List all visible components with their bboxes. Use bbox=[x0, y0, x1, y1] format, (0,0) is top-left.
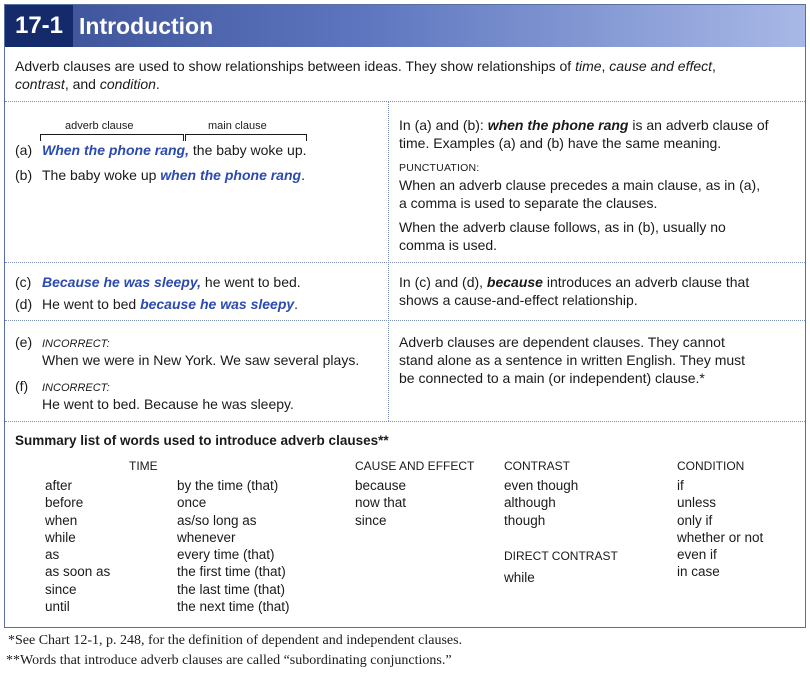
list-item: whenever bbox=[177, 529, 236, 545]
note-e-f-line2: stand alone as a sentence in written English. They must bbox=[399, 352, 746, 368]
cause-effect-list bbox=[355, 477, 406, 529]
note-e-f: Adverb clauses are dependent clauses. They cannot bbox=[399, 334, 725, 350]
chart-header bbox=[5, 5, 805, 47]
list-item: only if bbox=[677, 512, 713, 528]
list-item: although bbox=[504, 495, 556, 511]
contrast-heading: CONTRAST bbox=[504, 459, 570, 473]
time-list-1 bbox=[45, 477, 110, 615]
note-a-b-line2: time. Examples (a) and (b) have the same meaning. bbox=[399, 135, 722, 151]
list-item: as bbox=[45, 547, 60, 563]
adverb-clause-label: adverb clause bbox=[65, 120, 134, 132]
footnote-2: **Words that introduce adverb clauses are called “subordinating conjunctions.” bbox=[6, 653, 452, 668]
example-c: Because he was sleepy, he went to bed. bbox=[42, 274, 301, 290]
list-item: in case bbox=[677, 564, 720, 580]
time-list-2 bbox=[177, 477, 290, 615]
punctuation-rule-1-line2: a comma is used to separate the clauses. bbox=[399, 195, 658, 211]
list-item: while bbox=[45, 529, 76, 545]
example-marker: (f) bbox=[15, 378, 29, 394]
footnote-1: *See Chart 12-1, p. 248, for the definition of dependent and independent clauses. bbox=[8, 633, 463, 648]
list-item: if bbox=[677, 478, 684, 493]
example-b: The baby woke up when the phone rang. bbox=[42, 167, 305, 183]
contrast-list bbox=[504, 477, 578, 529]
chart-number: 17-1 bbox=[5, 5, 73, 47]
list-item: as/so long as bbox=[177, 512, 257, 528]
intro-text: Adverb clauses are used to show relationships between ideas. They show relationships of time, cause and effect, contrast, and condition. bbox=[15, 58, 716, 92]
list-item: when bbox=[45, 512, 78, 528]
list-item: the first time (that) bbox=[177, 564, 286, 580]
list-item: unless bbox=[677, 495, 717, 511]
cause-effect-heading: CAUSE AND EFFECT bbox=[355, 459, 475, 473]
example-e: When we were in New York. We saw several plays. bbox=[42, 352, 360, 368]
grammar-chart bbox=[4, 4, 806, 628]
example-marker: (c) bbox=[15, 274, 32, 290]
list-item: while bbox=[504, 570, 535, 585]
list-item: whether or not bbox=[677, 529, 764, 545]
list-item: though bbox=[504, 512, 546, 528]
direct-contrast-list bbox=[504, 569, 535, 586]
divider bbox=[5, 421, 805, 422]
punctuation-rule-1: When an adverb clause precedes a main clause, as in (a), bbox=[399, 177, 761, 193]
punctuation-rule-2: When the adverb clause follows, as in (b), usually no bbox=[399, 219, 726, 235]
note-a-b: In (a) and (b): when the phone rang is an adverb clause of bbox=[399, 117, 769, 133]
adverb-clause-bracket bbox=[40, 134, 184, 141]
note-e-f-line3: be connected to a main (or independent) clause.* bbox=[399, 370, 705, 386]
main-clause-bracket bbox=[185, 134, 307, 141]
example-marker: (d) bbox=[15, 296, 33, 312]
incorrect-label: INCORRECT: bbox=[42, 338, 110, 350]
direct-contrast-heading: DIRECT CONTRAST bbox=[504, 549, 618, 563]
punctuation-rule-2-line2: comma is used. bbox=[399, 237, 498, 253]
example-marker: (b) bbox=[15, 167, 33, 183]
main-clause-label: main clause bbox=[208, 120, 267, 132]
example-f: He went to bed. Because he was sleepy. bbox=[42, 396, 294, 412]
punctuation-heading: PUNCTUATION: bbox=[399, 162, 480, 174]
list-item: now that bbox=[355, 495, 407, 511]
condition-list bbox=[677, 477, 763, 581]
list-item: even though bbox=[504, 478, 579, 493]
list-item: since bbox=[355, 512, 387, 528]
example-d: He went to bed because he was sleepy. bbox=[42, 296, 299, 312]
list-item: every time (that) bbox=[177, 547, 275, 563]
example-marker: (e) bbox=[15, 334, 33, 350]
list-item: because bbox=[355, 478, 407, 493]
list-item: before bbox=[45, 495, 84, 511]
example-a: When the phone rang, the baby woke up. bbox=[42, 142, 307, 158]
list-item: once bbox=[177, 495, 207, 511]
column-divider bbox=[388, 101, 389, 421]
list-item: even if bbox=[677, 547, 717, 563]
list-item: after bbox=[45, 478, 73, 493]
list-item: until bbox=[45, 599, 70, 615]
chart-title: Introduction bbox=[79, 13, 214, 39]
list-item: since bbox=[45, 581, 77, 597]
list-item: the next time (that) bbox=[177, 599, 290, 615]
incorrect-label: INCORRECT: bbox=[42, 382, 110, 394]
divider bbox=[5, 101, 805, 102]
divider bbox=[5, 320, 805, 321]
list-item: by the time (that) bbox=[177, 478, 279, 493]
list-item: as soon as bbox=[45, 564, 111, 580]
summary-title: Summary list of words used to introduce adverb clauses** bbox=[15, 433, 389, 448]
note-c-d-line2: shows a cause-and-effect relationship. bbox=[399, 292, 638, 308]
list-item: the last time (that) bbox=[177, 581, 286, 597]
divider bbox=[5, 262, 805, 263]
example-marker: (a) bbox=[15, 142, 33, 158]
time-heading: TIME bbox=[129, 459, 158, 473]
condition-heading: CONDITION bbox=[677, 459, 745, 473]
note-c-d: In (c) and (d), because introduces an adverb clause that bbox=[399, 274, 750, 290]
